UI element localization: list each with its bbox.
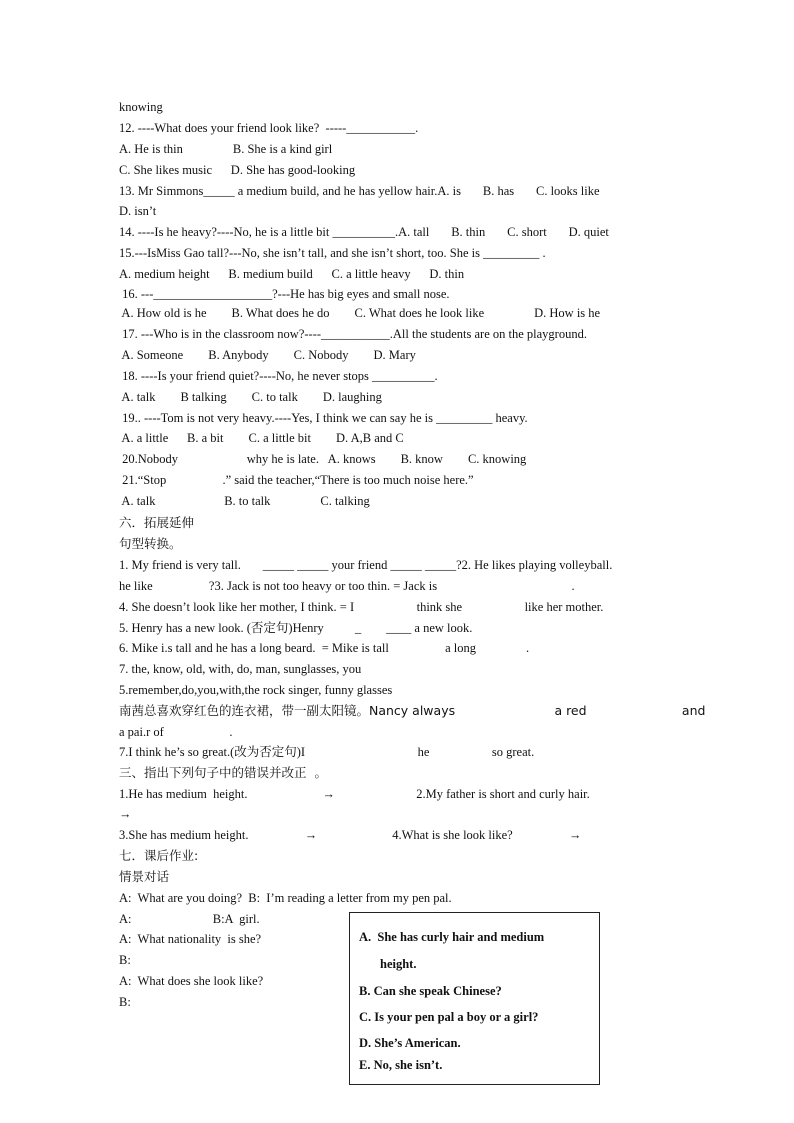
options-15: A. medium height B. medium build C. a little heavy D. thin	[119, 267, 465, 281]
dialogue-line-3: A: What nationality is she?	[119, 932, 262, 946]
dialogue-line-6: B:	[119, 995, 131, 1009]
question-15: 15.---IsMiss Gao tall?---No, she isn’t tall, and she isn’t short, too. She is _________ .	[119, 246, 546, 260]
negation-7: 7.I think he’s so great.(改为否定句)I he so great.	[119, 745, 535, 759]
options-17: A. Someone B. Anybody C. Nobody D. Mary	[119, 348, 416, 362]
dialogue-option-c: C. Is your pen pal a boy or a girl?	[359, 1010, 539, 1024]
dialogue-heading: 情景对话	[119, 869, 170, 884]
text-line: knowing	[119, 100, 163, 114]
dialogue-line-4: B:	[119, 953, 131, 967]
error-correct-3-4: 3.She has medium height. → 4.What is she look like? →	[119, 828, 582, 842]
section-heading-7: 七．课后作业:	[119, 848, 199, 863]
options-19: A. a little B. a bit C. a little bit D. A,B and C	[119, 431, 404, 445]
options-12-cd: C. She likes music D. She has good-looking	[119, 163, 356, 177]
error-correct-arrow: →	[119, 807, 132, 821]
options-21: A. talk B. to talk C. talking	[119, 494, 370, 508]
question-12: 12. ----What does your friend look like? -----___________.	[119, 121, 419, 135]
dialogue-option-a: A. She has curly hair and medium	[359, 930, 545, 944]
transform-6: 6. Mike i.s tall and he has a long beard. = Mike is tall a long .	[119, 641, 530, 655]
question-16: 16. ---___________________?---He has big eyes and small nose.	[119, 287, 450, 301]
options-16: A. How old is he B. What does he do C. What does he look like D. How is he	[119, 306, 601, 320]
transform-1: 1. My friend is very tall. _____ _____ your friend _____ _____?2. He likes playing volleyball.	[119, 558, 613, 572]
dialogue-line-5: A: What does she look like?	[119, 974, 264, 988]
dialogue-line-2: A: B:A girl.	[119, 912, 260, 926]
question-21: 21.“Stop .” said the teacher,“There is too much noise here.”	[119, 473, 474, 487]
transform-7: 7. the, know, old, with, do, man, sunglasses, you	[119, 662, 362, 676]
question-19: 19.. ----Tom is not very heavy.----Yes, I think we can say he is _________ heavy.	[119, 411, 528, 425]
question-18: 18. ----Is your friend quiet?----No, he never stops __________.	[119, 369, 438, 383]
options-12-ab: A. He is thin B. She is a kind girl	[119, 142, 333, 156]
options-18: A. talk B talking C. to talk D. laughing	[119, 390, 382, 404]
dialogue-option-b: B. Can she speak Chinese?	[359, 984, 502, 998]
dialogue-option-e: E. No, she isn’t.	[359, 1058, 443, 1072]
subsection-heading: 句型转换。	[119, 536, 182, 551]
question-17: 17. ---Who is in the classroom now?----___________.All the students are on the playground.	[119, 327, 587, 341]
translation-line: 南茜总喜欢穿红色的连衣裙，带一副太阳镜。Nancy always a red and	[119, 703, 706, 718]
section-heading-6: 六．拓展延伸	[119, 515, 195, 530]
error-correct-1-2: 1.He has medium height. → 2.My father is short and curly hair.	[119, 787, 590, 801]
transform-2-3: he like ?3. Jack is not too heavy or too thin. = Jack is .	[119, 579, 575, 593]
transform-4: 4. She doesn’t look like her mother, I think. = I think she like her mother.	[119, 600, 604, 614]
question-14: 14. ----Is he heavy?----No, he is a little bit __________.A. tall B. thin C. short D. quiet	[119, 225, 609, 239]
option-13-d: D. isn’t	[119, 204, 157, 218]
question-13: 13. Mr Simmons_____ a medium build, and he has yellow hair.A. is B. has C. looks like	[119, 184, 600, 198]
dialogue-option-d: D. She’s American.	[359, 1036, 461, 1050]
question-20: 20.Nobody why he is late. A. knows B. know C. knowing	[119, 452, 527, 466]
translation-line-2: a pai.r of .	[119, 725, 233, 739]
word-order-5: 5.remember,do,you,with,the rock singer, funny glasses	[119, 683, 393, 697]
section-heading-3: 三、指出下列句子中的错误并改正 。	[119, 765, 327, 780]
transform-5: 5. Henry has a new look. (否定句)Henry _ ____ a new look.	[119, 621, 473, 635]
dialogue-options-box	[349, 912, 600, 1085]
dialogue-option-a-cont: height.	[380, 957, 417, 971]
dialogue-line-1: A: What are you doing? B: I’m reading a letter from my pen pal.	[119, 891, 452, 905]
